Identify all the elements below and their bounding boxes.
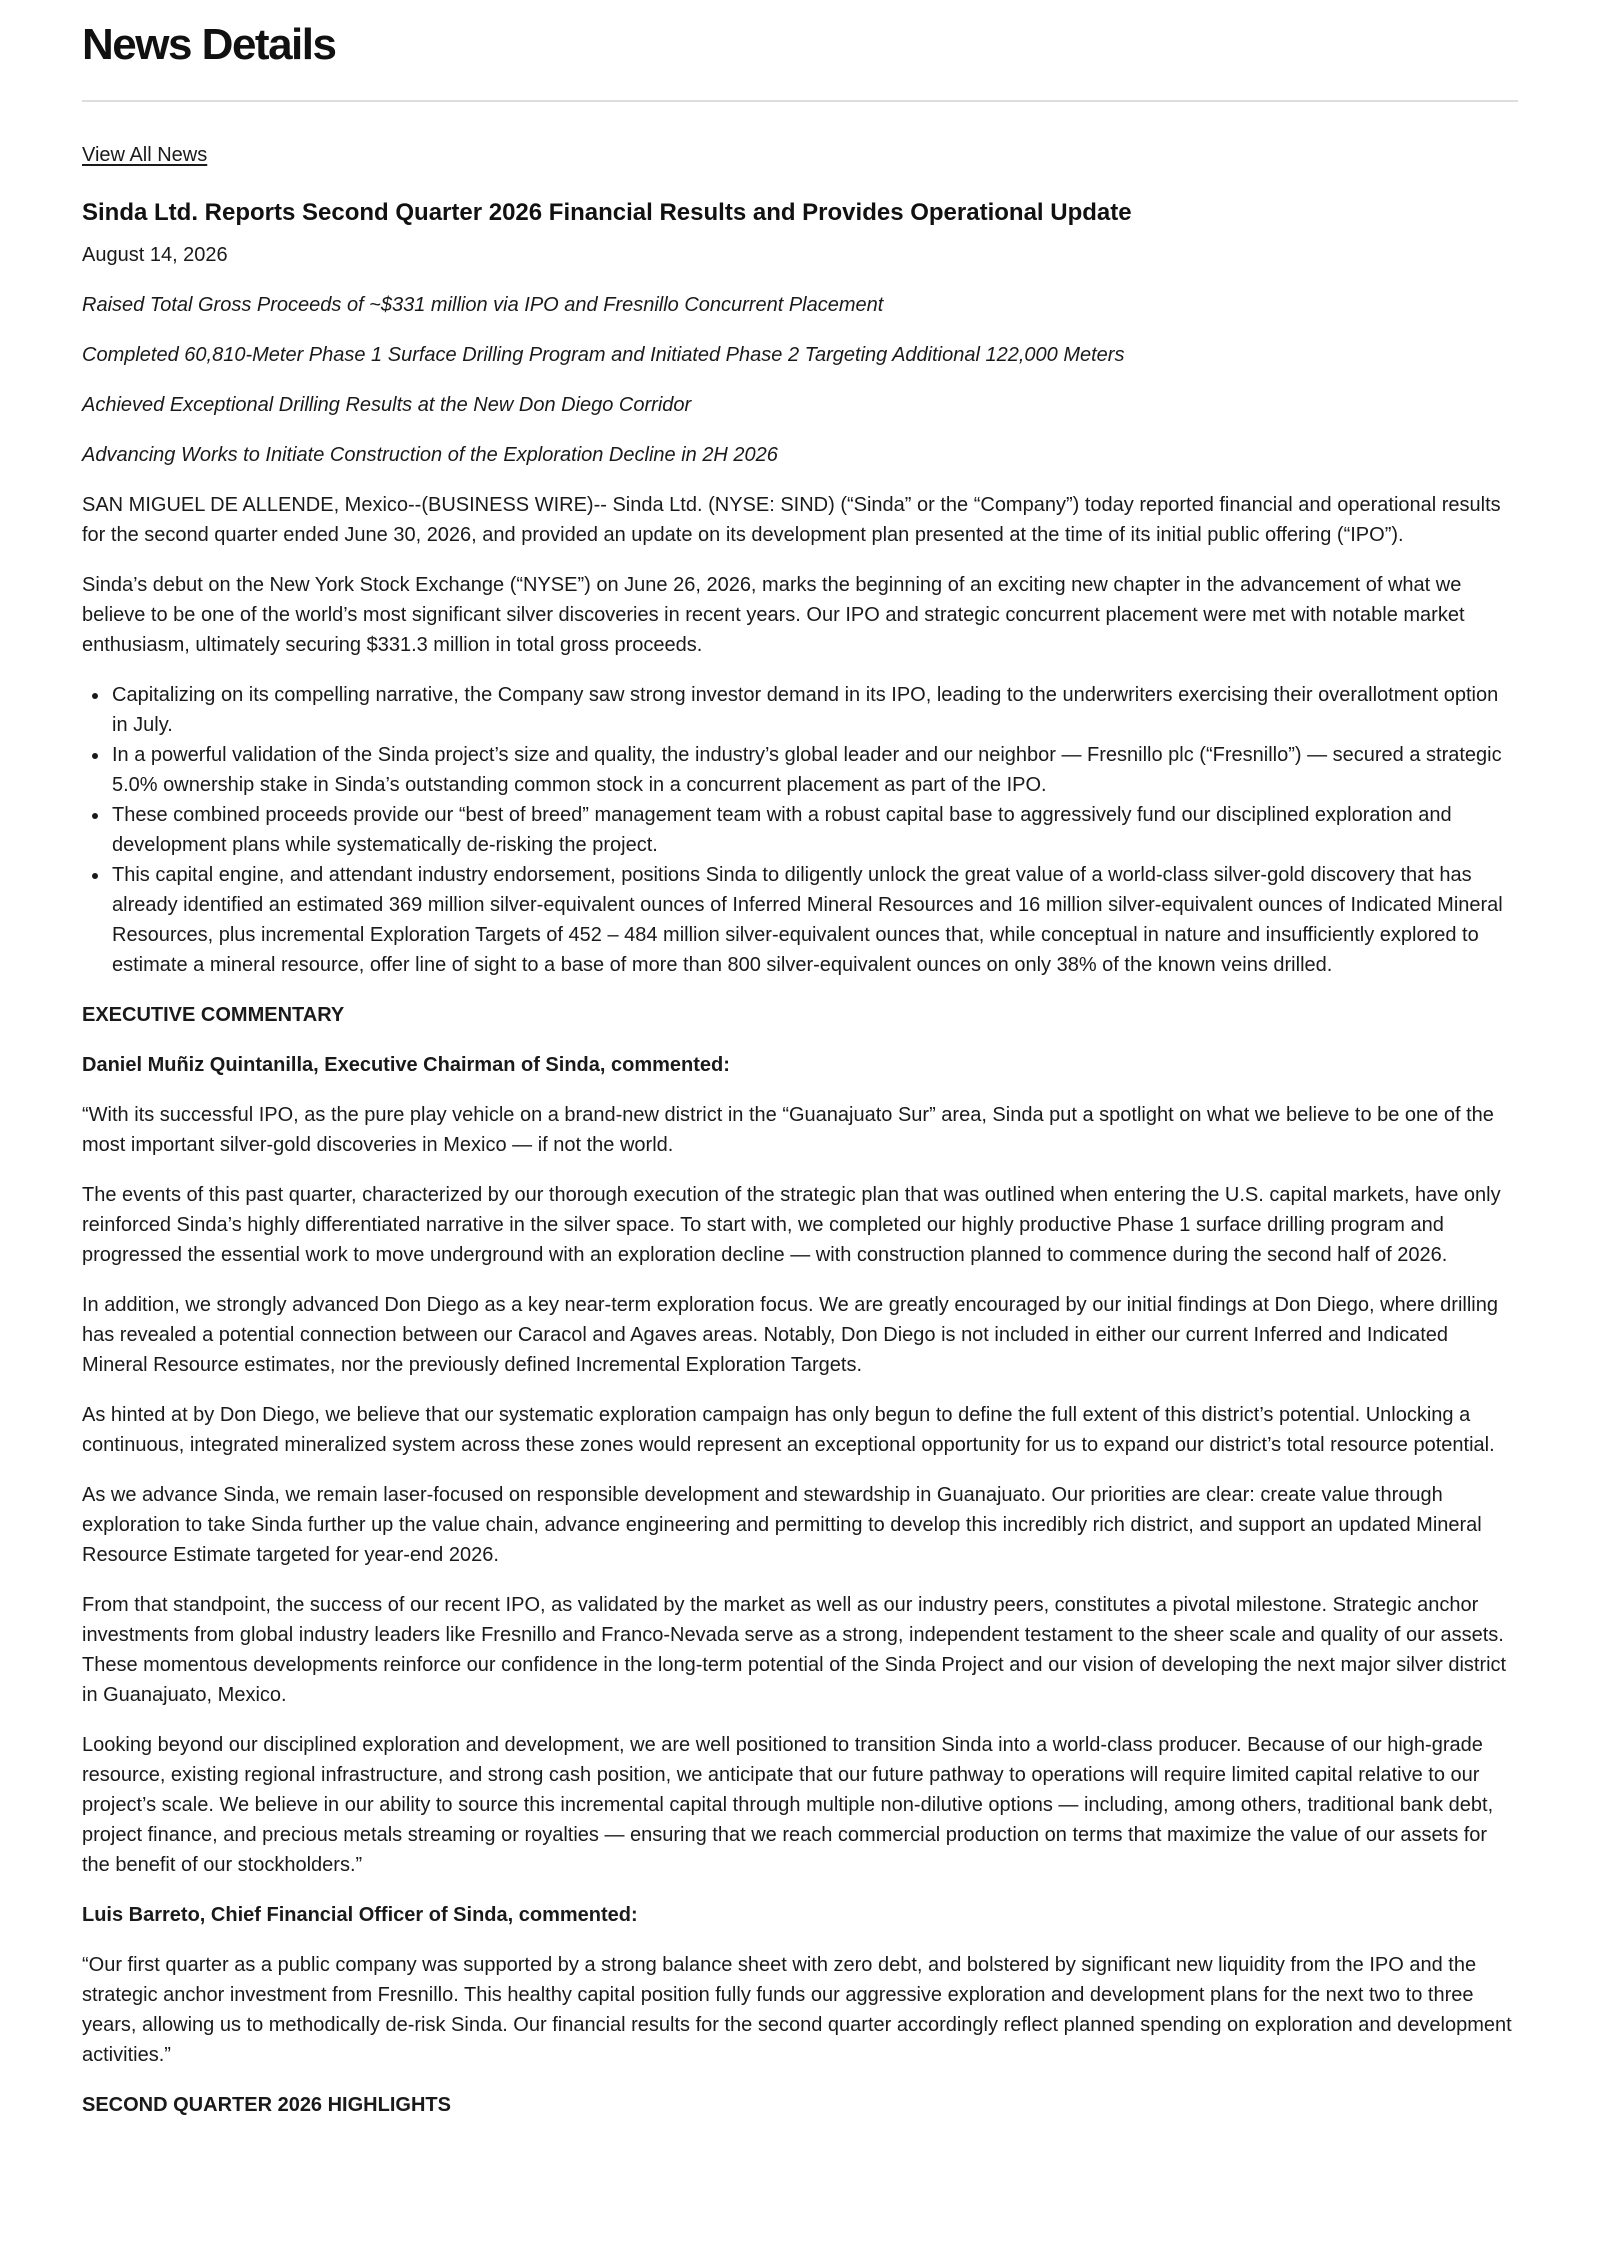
list-item: • These combined proceeds provide our “best of breed” management team with a robust capital base to aggressively fund our disciplined exploration and development plans while systematically de-risking the project. xyxy=(110,800,1518,860)
highlights-bullet-list xyxy=(82,680,1518,980)
chairman-quote-paragraph: As hinted at by Don Diego, we believe that our systematic exploration campaign has only begun to define the full extent of this district’s potential. Unlocking a continuous, integrated mineralized system across these zones would represent an exceptional opportunity for us to expand our district’s total resource potential. xyxy=(82,1404,1495,1456)
chairman-quote-paragraph: As we advance Sinda, we remain laser-focused on responsible development and stewardship in Guanajuato. Our priorities are clear: create value through exploration to take Sinda further up the value chain, advance engineering and permitting to develop this incredibly rich district, and support an updated Mineral Resource Estimate targeted for year-end 2026. xyxy=(82,1484,1482,1566)
cfo-attribution: Luis Barreto, Chief Financial Officer of Sinda, commented: xyxy=(82,1904,638,1926)
chairman-quote-paragraph: In addition, we strongly advanced Don Diego as a key near-term exploration focus. We are greatly encouraged by our initial findings at Don Diego, where drilling has revealed a potential connection between our Caracol and Agaves areas. Notably, Don Diego is not included in either our current Inferred and Indicated Mineral Resource estimates, nor the previously defined Incremental Exploration Targets. xyxy=(82,1294,1498,1376)
header-divider xyxy=(82,100,1518,102)
view-all-news-link[interactable]: View All News xyxy=(82,144,208,166)
article-subhead: Advancing Works to Initiate Construction of the Exploration Decline in 2H 2026 xyxy=(82,444,778,466)
article-date: August 14, 2026 xyxy=(82,244,228,266)
intro-paragraph: Sinda’s debut on the New York Stock Exchange (“NYSE”) on June 26, 2026, marks the beginning of an exciting new chapter in the advancement of what we believe to be one of the world’s most significant silver discoveries in recent years. Our IPO and strategic concurrent placement were met with notable market enthusiasm, ultimately securing $331.3 million in total gross proceeds. xyxy=(82,574,1465,656)
article-subhead: Completed 60,810-Meter Phase 1 Surface Drilling Program and Initiated Phase 2 Targeting Additional 122,000 Meters xyxy=(82,344,1125,366)
cfo-quote-paragraph: “Our first quarter as a public company was supported by a strong balance sheet with zero debt, and bolstered by significant new liquidity from the IPO and the strategic anchor investment from Fresnillo. This healthy capital position fully funds our aggressive exploration and development plans for the next two to three years, allowing us to methodically de-risk Sinda. Our financial results for the second quarter accordingly reflect planned spending on exploration and development activities.” xyxy=(82,1954,1512,2066)
intro-paragraph: SAN MIGUEL DE ALLENDE, Mexico--(BUSINESS WIRE)-- Sinda Ltd. (NYSE: SIND) (“Sinda” or the “Company”) today reported financial and operational results for the second quarter ended June 30, 2026, and provided an update on its development plan presented at the time of its initial public offering (“IPO”). xyxy=(82,494,1501,546)
chairman-quote-paragraph: Looking beyond our disciplined exploration and development, we are well positioned to transition Sinda into a world-class producer. Because of our high-grade resource, existing regional infrastructure, and strong cash position, we anticipate that our future pathway to operations will require limited capital relative to our project’s scale. We believe in our ability to source this incremental capital through multiple non-dilutive options — including, among others, traditional bank debt, project finance, and precious metals streaming or royalties — ensuring that we reach commercial production on terms that maximize the value of our assets for the benefit of our stockholders.” xyxy=(82,1734,1494,1876)
list-item: • Capitalizing on its compelling narrative, the Company saw strong investor demand in its IPO, leading to the underwriters exercising their overallotment option in July. xyxy=(110,680,1518,740)
list-item: • This capital engine, and attendant industry endorsement, positions Sinda to diligently unlock the great value of a world-class silver-gold discovery that has already identified an estimated 369 million silver-equivalent ounces of Inferred Mineral Resources and 16 million silver-equivalent ounces of Indicated Mineral Resources, plus incremental Exploration Targets of 452 – 484 million silver-equivalent ounces that, while conceptual in nature and insufficiently explored to estimate a mineral resource, offer line of sight to a base of more than 800 silver-equivalent ounces on only 38% of the known veins drilled. xyxy=(110,860,1518,980)
section-heading-executive-commentary: EXECUTIVE COMMENTARY xyxy=(82,1004,345,1026)
list-item: • In a powerful validation of the Sinda project’s size and quality, the industry’s global leader and our neighbor — Fresnillo plc (“Fresnillo”) — secured a strategic 5.0% ownership stake in Sinda’s outstanding common stock in a concurrent placement as part of the IPO. xyxy=(110,740,1518,800)
page-title: News Details xyxy=(82,20,336,69)
section-heading-q2-highlights: SECOND QUARTER 2026 HIGHLIGHTS xyxy=(82,2094,451,2116)
chairman-quote-paragraph: “With its successful IPO, as the pure play vehicle on a brand-new district in the “Guanajuato Sur” area, Sinda put a spotlight on what we believe to be one of the most important silver-gold discoveries in Mexico — if not the world. xyxy=(82,1104,1494,1156)
chairman-quote-paragraph: The events of this past quarter, characterized by our thorough execution of the strategic plan that was outlined when entering the U.S. capital markets, have only reinforced Sinda’s highly differentiated narrative in the silver space. To start with, we completed our highly productive Phase 1 surface drilling program and progressed the essential work to move underground with an exploration decline — with construction planned to commence during the second half of 2026. xyxy=(82,1184,1501,1266)
article-subhead: Raised Total Gross Proceeds of ~$331 million via IPO and Fresnillo Concurrent Placement xyxy=(82,294,884,316)
article-headline: Sinda Ltd. Reports Second Quarter 2026 Financial Results and Provides Operational Update xyxy=(82,199,1132,226)
chairman-attribution: Daniel Muñiz Quintanilla, Executive Chairman of Sinda, commented: xyxy=(82,1054,730,1076)
chairman-quote-paragraph: From that standpoint, the success of our recent IPO, as validated by the market as well as our industry peers, constitutes a pivotal milestone. Strategic anchor investments from global industry leaders like Fresnillo and Franco-Nevada serve as a strong, independent testament to the sheer scale and quality of our assets. These momentous developments reinforce our confidence in the long-term potential of the Sinda Project and our vision of developing the next major silver district in Guanajuato, Mexico. xyxy=(82,1594,1507,1706)
article-subhead: Achieved Exceptional Drilling Results at the New Don Diego Corridor xyxy=(82,394,692,416)
